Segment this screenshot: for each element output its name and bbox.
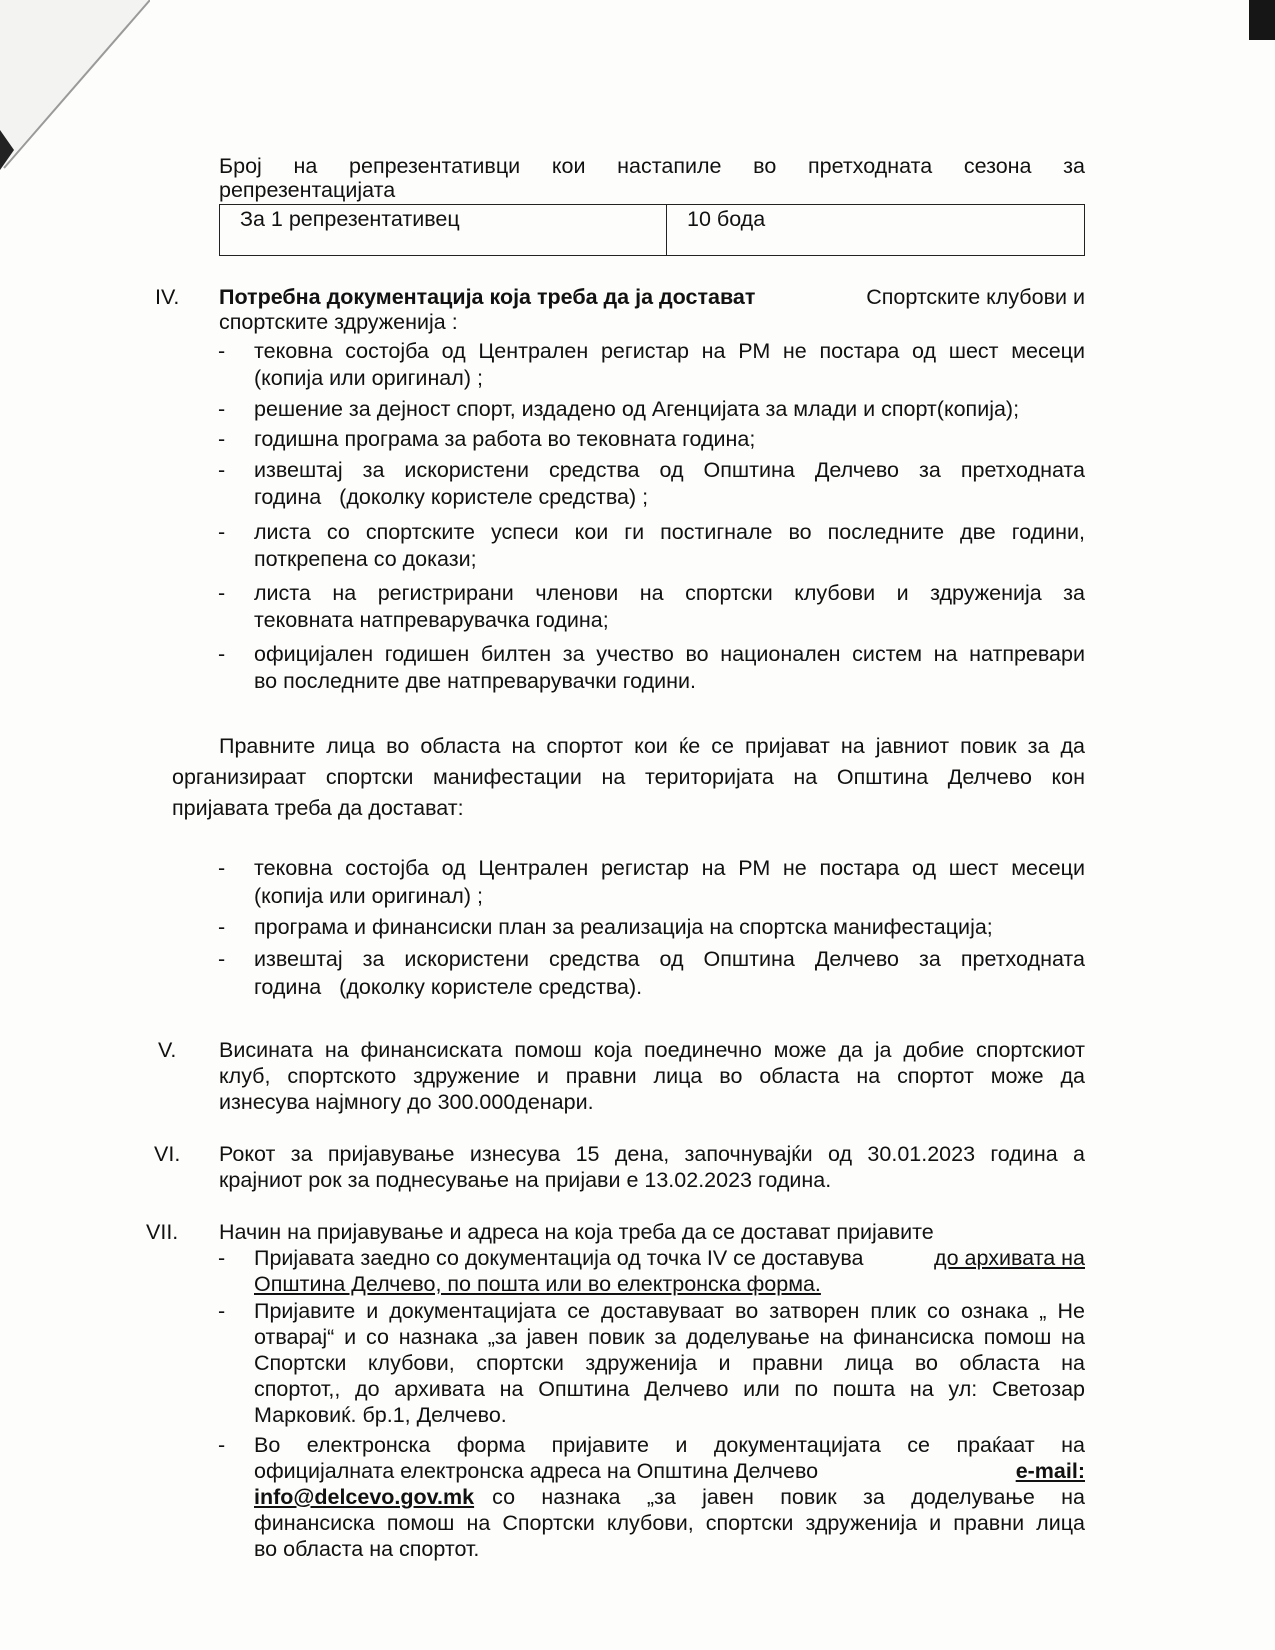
legal-entities-para-line3: пријавата треба да достават: bbox=[172, 796, 464, 820]
scan-edge-shadow bbox=[1249, 0, 1275, 40]
list-bullet: - bbox=[218, 397, 226, 421]
email-link[interactable]: info@delcevo.gov.mk bbox=[254, 1485, 475, 1509]
list-bullet: - bbox=[218, 1433, 226, 1457]
section-7-item1-line1 bbox=[254, 1245, 1085, 1271]
section-numeral: V. bbox=[158, 1038, 177, 1062]
list-bullet: - bbox=[218, 1299, 226, 1323]
list-bullet: - bbox=[218, 947, 226, 971]
section-4-heading-bold: Потребна документација која треба да ја достават bbox=[219, 285, 756, 309]
list-bullet: - bbox=[218, 1246, 226, 1270]
section-6-line2: крајниот рок за поднесување на пријави е 13.02.2023 година. bbox=[219, 1168, 832, 1192]
section-4-heading bbox=[219, 284, 1085, 310]
list-item: листа со спортските успеси кои ги постигнале во последните две години, bbox=[254, 520, 1085, 544]
list-item-cont: во последните две натпреварувачки години. bbox=[254, 669, 696, 693]
section-7-item2-line4: спортот,, до архивата на Општина Делчево или по пошта на ул: Светозар bbox=[254, 1377, 1085, 1401]
list-bullet: - bbox=[218, 520, 226, 544]
section-numeral: IV. bbox=[155, 285, 180, 309]
list-item: годишна програма за работа во тековната година; bbox=[254, 427, 756, 451]
delivery-channels-text-cont: Општина Делчево, по пошта или во електронска форма. bbox=[254, 1272, 821, 1296]
list-item: официјален годишен билтен за учество во национален систем на натпревари bbox=[254, 642, 1085, 666]
legal-entities-para-line2: организираат спортски манифестации на територијата на Општина Делчево кон bbox=[172, 765, 1085, 789]
list-item: извештај за искористени средства од Општина Делчево за претходната bbox=[254, 458, 1085, 482]
section-numeral: VII. bbox=[146, 1220, 179, 1244]
section-7-item2-line3: Спортски клубови, спортски здруженија и правни лица во областа на bbox=[254, 1351, 1085, 1375]
section-7-heading: Начин на пријавување и адреса на која треба да се достават пријавите bbox=[219, 1220, 934, 1244]
table-cell: За 1 репрезентативец bbox=[220, 205, 667, 256]
section-7-item3-line1: Во електронска форма пријавите и документацијата се праќаат на bbox=[254, 1433, 1085, 1457]
list-bullet: - bbox=[218, 856, 226, 880]
list-bullet: - bbox=[218, 581, 226, 605]
section-5-line3: изнесува најмногу до 300.000денари. bbox=[219, 1090, 594, 1114]
legal-entities-para-line1: Правните лица во областа на спортот кои ќе се пријават на јавниот повик за да bbox=[219, 734, 1085, 758]
section-5-line1: Висината на финансиската помош која поединечно може да ја добие спортскиот bbox=[219, 1038, 1085, 1062]
list-item: извештај за искористени средства од Општина Делчево за претходната bbox=[254, 947, 1085, 971]
section-7-item3-line5: во областа на спортот. bbox=[254, 1537, 480, 1561]
list-item: решение за дејност спорт, издадено од Агенцијата за млади и спорт(копија); bbox=[254, 397, 1020, 421]
section-7-item2-line1: Пријавите и документацијата се доставуваат во затворен плик со ознака „ Не bbox=[254, 1299, 1085, 1323]
intro-line-2: репрезентацијата bbox=[219, 178, 396, 202]
list-bullet: - bbox=[218, 642, 226, 666]
section-6-line1: Рокот за пријавување изнесува 15 дена, започнувајќи од 30.01.2023 година а bbox=[219, 1142, 1085, 1166]
section-7-item2-line5: Марковиќ. бр.1, Делчево. bbox=[254, 1403, 507, 1427]
item-text: Пријавата заедно со документација од точка IV се доставува bbox=[254, 1246, 864, 1270]
section-4-heading-line2: спортските здруженија : bbox=[219, 310, 458, 334]
section-numeral: VI. bbox=[154, 1142, 181, 1166]
list-item-cont: тековната натпреварувачка година; bbox=[254, 608, 609, 632]
list-item-cont: (копија или оригинал) ; bbox=[254, 884, 483, 908]
list-bullet: - bbox=[218, 915, 226, 939]
points-table bbox=[219, 204, 1085, 256]
table-cell: 10 бода bbox=[667, 205, 1085, 256]
section-4-heading-rest: Спортските клубови и bbox=[866, 285, 1085, 309]
list-item: листа на регистрирани членови на спортски клубови и здруженија за bbox=[254, 581, 1085, 605]
folded-page-corner bbox=[0, 0, 150, 170]
section-7-item3-line2 bbox=[254, 1458, 1085, 1484]
list-item: тековна состојба од Централен регистар на РМ не постара од шест месеци bbox=[254, 856, 1085, 880]
list-item-cont: година (доколку користеле средства) ; bbox=[254, 485, 649, 509]
table-row bbox=[220, 205, 1085, 256]
intro-line-1: Број на репрезентативци кои настапиле во претходната сезона за bbox=[219, 154, 1085, 178]
list-item-cont: поткрепена со докази; bbox=[254, 547, 477, 571]
section-7-item3-line4: финансиска помош на Спортски клубови, спортски здруженија и правни лица bbox=[254, 1511, 1085, 1535]
item-text: официјалната електронска адреса на Општина Делчево bbox=[254, 1459, 819, 1483]
list-item: програма и финансиски план за реализација на спортска манифестација; bbox=[254, 915, 993, 939]
list-item-cont: година (доколку користеле средства). bbox=[254, 975, 643, 999]
section-7-item2-line2: отварај“ и со назнака „за јавен повик за доделување на финансиска помош на bbox=[254, 1325, 1085, 1349]
list-bullet: - bbox=[218, 427, 226, 451]
list-item-cont: (копија или оригинал) ; bbox=[254, 366, 483, 390]
item-text: со назнака „за јавен повик за доделување на bbox=[492, 1485, 1085, 1509]
list-item: тековна состојба од Централен регистар на РМ не постара од шест месеци bbox=[254, 339, 1085, 363]
list-bullet: - bbox=[218, 339, 226, 363]
section-7-item3-line3 bbox=[254, 1484, 1085, 1510]
list-bullet: - bbox=[218, 458, 226, 482]
delivery-channels-text: до архивата на bbox=[934, 1246, 1085, 1270]
section-5-line2: клуб, спортското здружение и правни лица во областа на спортот може да bbox=[219, 1064, 1085, 1088]
email-label: e-mail: bbox=[1015, 1459, 1085, 1483]
